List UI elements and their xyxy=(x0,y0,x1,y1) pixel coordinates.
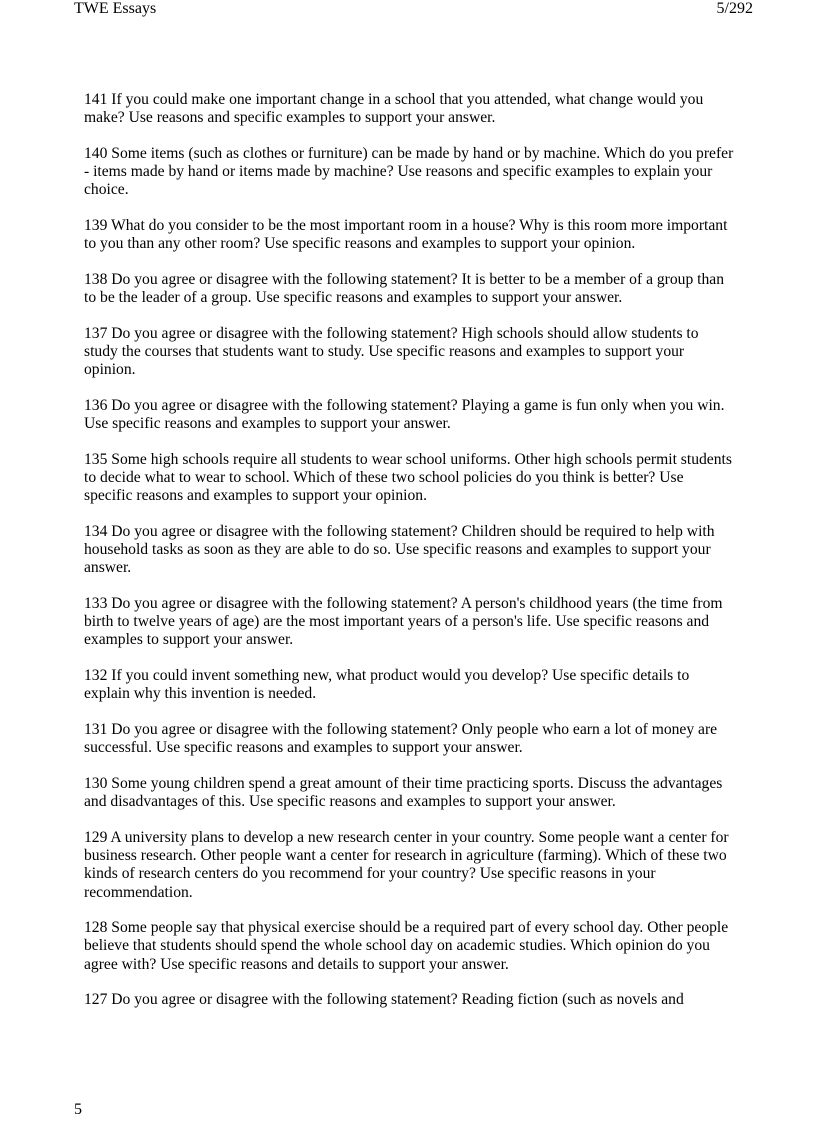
prompt-133: 133 Do you agree or disagree with the following statement? A person's childhood years (the time from birth to twelve years of age) are the most important years of a person's life. Use specific reasons and examples to support your answer. xyxy=(84,595,723,649)
prompt-139: 139 What do you consider to be the most important room in a house? Why is this room more important to you than any other room? Use specific reasons and examples to support your opinion. xyxy=(84,217,728,253)
prompt-131: 131 Do you agree or disagree with the following statement? Only people who earn a lot of money are successful. Use specific reasons and examples to support your answer. xyxy=(84,721,718,757)
prompt-138: 138 Do you agree or disagree with the following statement? It is better to be a member of a group than to be the leader of a group. Use specific reasons and examples to support your answer. xyxy=(84,270,725,307)
page-indicator: 5/292 xyxy=(716,0,753,17)
page-header xyxy=(0,0,816,24)
prompt-135: 135 Some high schools require all students to wear school uniforms. Other high schools permit students to decide what to wear to school. Which of these two school policies do you think is better? Use specific reasons and examples to support your opinion. xyxy=(84,450,732,505)
prompt-128: 128 Some people say that physical exercise should be a required part of every school day. Other people believe that students should spend the whole school day on academic studies. Which opinion do you agree with? Use specific reasons and details to support your answer. xyxy=(84,919,729,973)
prompt-130: 130 Some young children spend a great amount of their time practicing sports. Discuss the advantages and disadvantages of this. Use specific reasons and examples to support your answer. xyxy=(84,774,723,811)
prompt-137: 137 Do you agree or disagree with the following statement? High schools should allow students to study the courses that students want to study. Use specific reasons and examples to support your opinion. xyxy=(84,324,699,379)
page-number: 5 xyxy=(74,1101,82,1118)
prompt-list xyxy=(84,91,734,1027)
prompt-129: 129 A university plans to develop a new research center in your country. Some people want a center for business research. Other people want a center for research in agriculture (farming). Which of these two kinds of research centers do you recommend for your country? Use specific reasons in your recommendation. xyxy=(84,828,729,901)
prompt-132: 132 If you could invent something new, what product would you develop? Use specific details to explain why this invention is needed. xyxy=(84,667,690,703)
prompt-141: 141 If you could make one important change in a school that you attended, what change would you make? Use reasons and specific examples to support your answer. xyxy=(84,91,704,127)
prompt-136: 136 Do you agree or disagree with the following statement? Playing a game is fun only when you win. Use specific reasons and examples to support your answer. xyxy=(84,396,725,433)
prompt-127: 127 Do you agree or disagree with the following statement? Reading fiction (such as novels and xyxy=(84,991,684,1009)
prompt-140: 140 Some items (such as clothes or furniture) can be made by hand or by machine. Which do you prefer - items made by hand or items made by machine? Use reasons and specific examples to explain your choice. xyxy=(84,144,734,199)
document-title: TWE Essays xyxy=(74,0,157,17)
prompt-134: 134 Do you agree or disagree with the following statement? Children should be required to help with household tasks as soon as they are able to do so. Use specific reasons and examples to support your answer. xyxy=(84,522,715,577)
